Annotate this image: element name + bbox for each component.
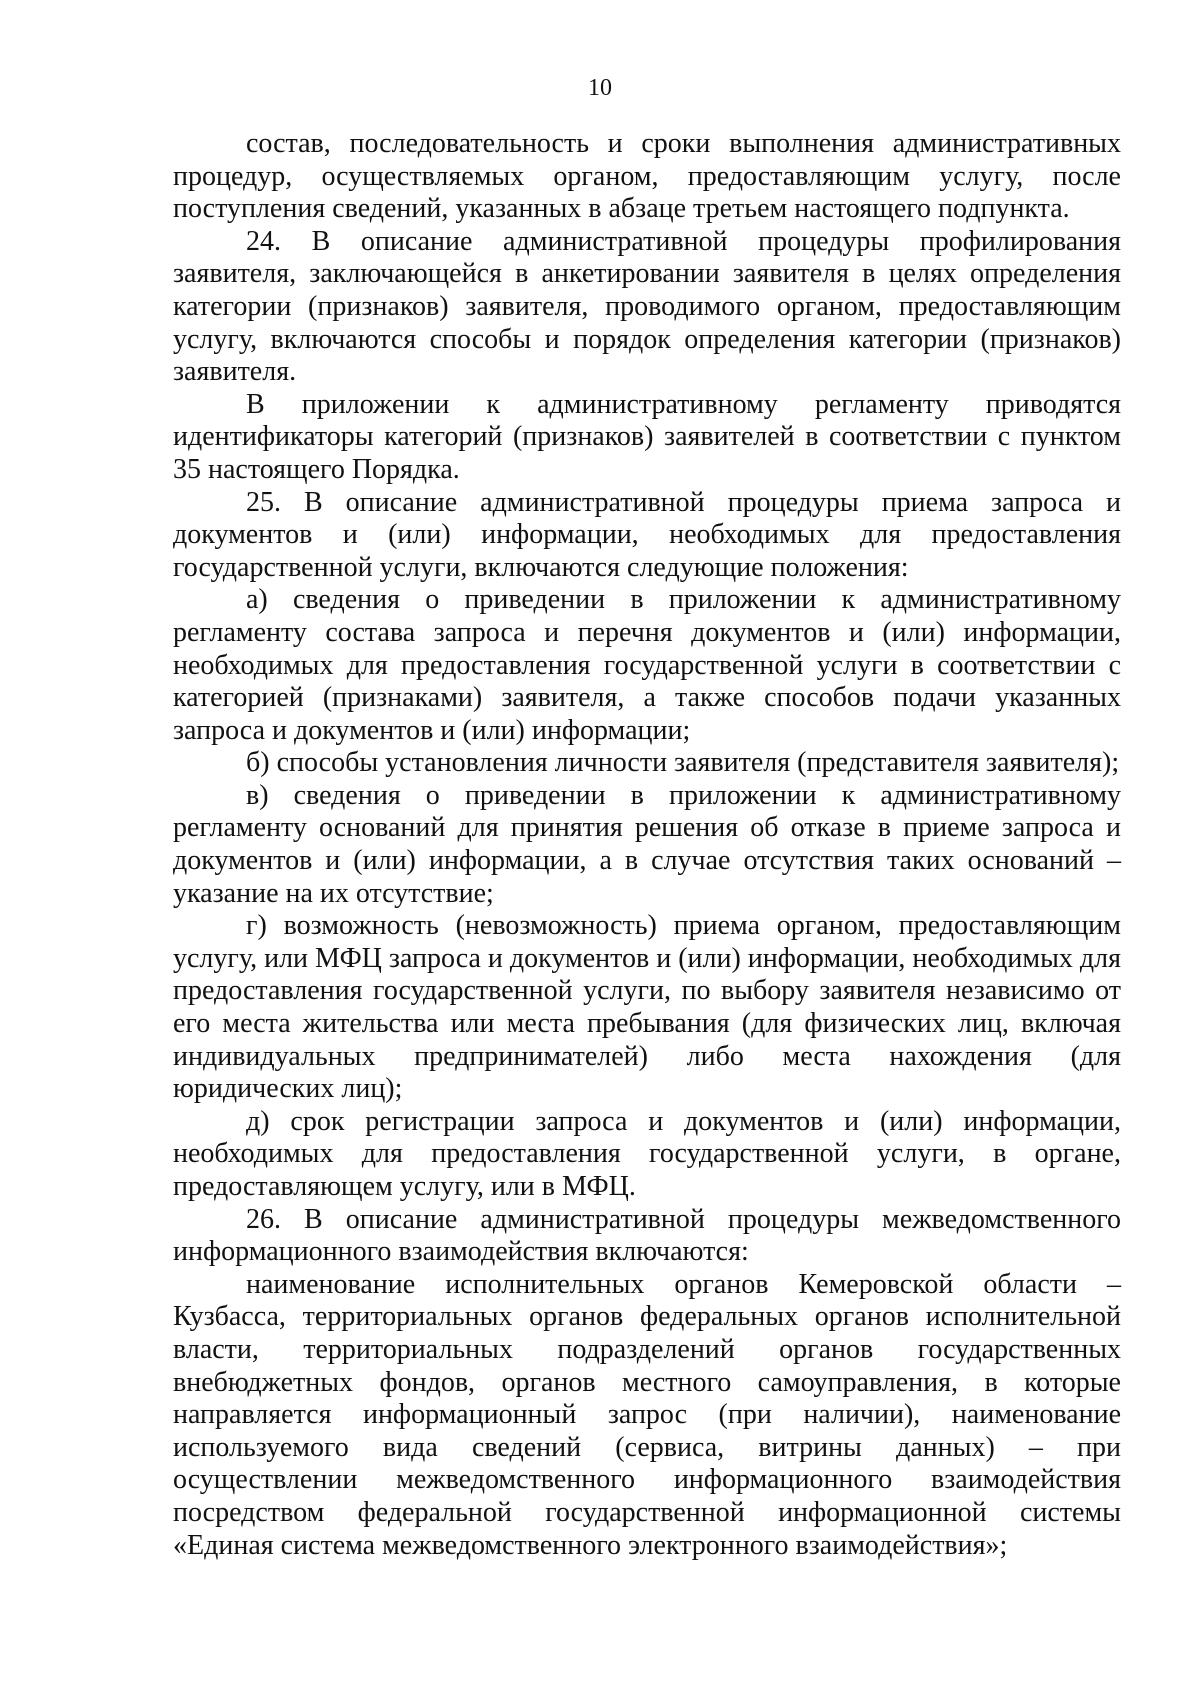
paragraph-item-25: 25. В описание административной процедуры приема запроса и документов и (или) информации, необходимых для предоставления государственной услуги, включаются следующие положения:	[173, 486, 1121, 583]
paragraph-subitem-v: в) сведения о приведении в приложении к административному регламенту оснований для принятия решения об отказе в приеме запроса и документов и (или) информации, а в случае отсутствия таких оснований – указание на их отсутствие;	[173, 779, 1121, 909]
paragraph-subitem-g: г) возможность (невозможность) приема органом, предоставляющим услугу, или МФЦ запроса и документов и (или) информации, необходимых для предоставления государственной услуги, по выбору заявителя независимо от его места жительства или места пребывания (для физических лиц, включая индивидуальных предпринимателей) либо места нахождения (для юридических лиц);	[173, 910, 1121, 1105]
paragraph-subitem-b: б) способы установления личности заявителя (представителя заявителя);	[246, 747, 1120, 779]
document-body	[173, 128, 1121, 1562]
paragraph-interagency-bodies: наименование исполнительных органов Кемеровской области – Кузбасса, территориальных органов федеральных органов исполнительной власти, территориальных подразделений органов государственных внебюджетных фондов, органов местного самоуправления, в которые направляется информационный запрос (при наличии), наименование используемого вида сведений (сервиса, витрины данных) – при осуществлении межведомственного информационного взаимодействия посредством федеральной государственной информационной системы «Единая система межведомственного электронного взаимодействия»;	[173, 1268, 1121, 1561]
paragraph-appendix-identifiers: В приложении к административному регламенту приводятся идентификаторы категорий (признаков) заявителей в соответствии с пунктом 35 настоящего Порядка.	[173, 388, 1121, 485]
paragraph-item-26: 26. В описание административной процедуры межведомственного информационного взаимодействия включаются:	[173, 1203, 1121, 1268]
page-number: 10	[588, 75, 612, 101]
paragraph-subitem-a: а) сведения о приведении в приложении к административному регламенту состава запроса и перечня документов и (или) информации, необходимых для предоставления государственной услуги в соответствии с категорией (признаками) заявителя, а также способов подачи указанных запроса и документов и (или) информации;	[173, 584, 1121, 746]
paragraph-item-24: 24. В описание административной процедуры профилирования заявителя, заключающейся в анкетировании заявителя в целях определения категории (признаков) заявителя, проводимого органом, предоставляющим услугу, включаются способы и порядок определения категории (признаков) заявителя.	[173, 225, 1121, 388]
paragraph-subitem-d: д) срок регистрации запроса и документов и (или) информации, необходимых для предоставления государственной услуги, в органе, предоставляющем услугу, или в МФЦ.	[173, 1105, 1121, 1202]
paragraph-procedures-composition: состав, последовательность и сроки выполнения административных процедур, осуществляемых органом, предоставляющим услугу, после поступления сведений, указанных в абзаце третьем настоящего подпункта.	[173, 128, 1121, 225]
